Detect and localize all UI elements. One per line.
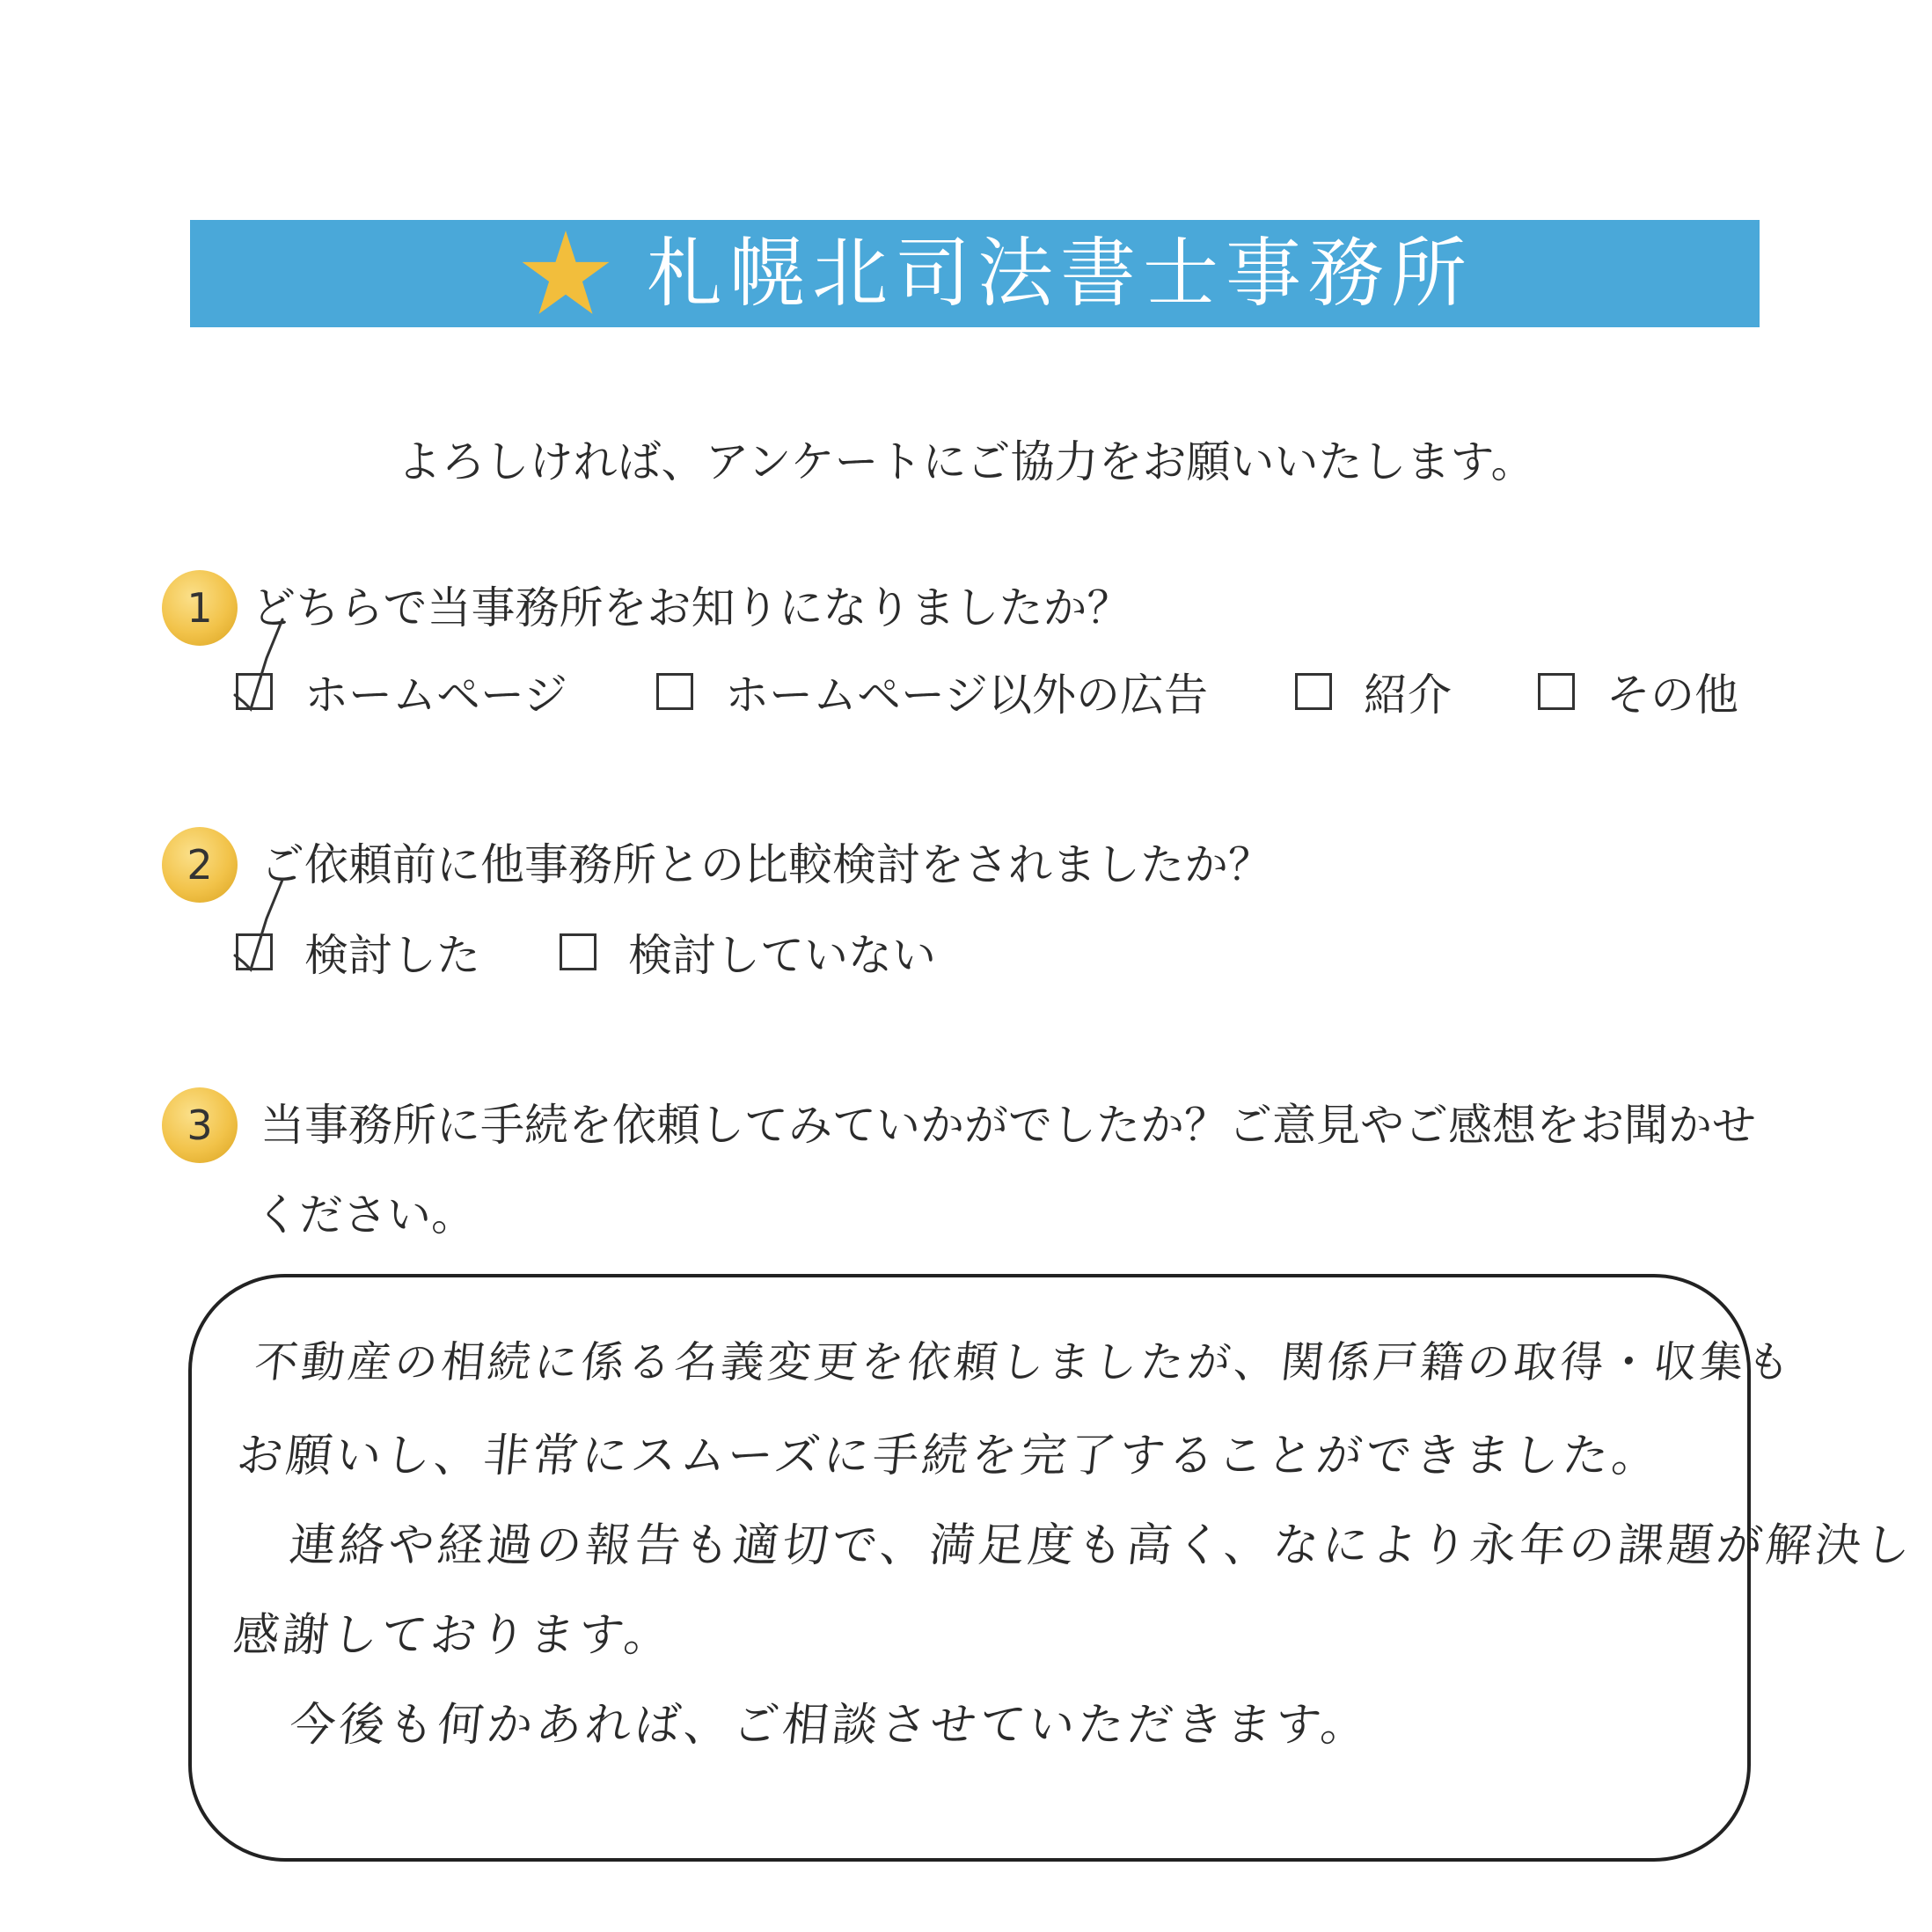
- question-3-text-line2: ください。: [255, 1189, 475, 1240]
- question-3-number: 3: [162, 1087, 238, 1163]
- q2-option-compared[interactable]: [236, 926, 480, 981]
- checkbox-checked[interactable]: [236, 673, 273, 710]
- checkbox-checked[interactable]: [236, 933, 273, 970]
- checkbox[interactable]: [1538, 673, 1575, 710]
- q1-option-homepage[interactable]: [236, 665, 567, 721]
- handwritten-check-icon: [231, 614, 293, 713]
- comment-line: お願いし、非常にスムーズに手続を完了することができました。: [234, 1430, 1665, 1482]
- question-2-text: ご依頼前に他事務所との比較検討をされましたか？: [260, 839, 1272, 890]
- q2-option-not-compared[interactable]: [560, 926, 936, 981]
- question-2-number: 2: [162, 827, 238, 903]
- question-3-text-line1: 当事務所に手続を依頼してみていかがでしたか？ご意見やご感想をお聞かせ: [260, 1100, 1756, 1151]
- comment-line: 今後も何かあれば、ご相談させていただきます。: [287, 1699, 1373, 1752]
- comment-line: 連絡や経過の報告も適切で、満足度も高く、なにより永年の課題が解決し: [287, 1519, 1917, 1572]
- handwritten-check-icon: [231, 875, 293, 973]
- checkbox[interactable]: [560, 933, 596, 970]
- question-1-number: 1: [162, 570, 238, 646]
- comment-line: 不動産の相続に係る名義変更を依頼しましたが、関係戸籍の取得・収集も: [252, 1337, 1797, 1387]
- option-label: ホームページ以外の広告: [725, 670, 1208, 721]
- survey-intro: よろしければ、アンケートにご協力をお願いいたします。: [397, 436, 1535, 487]
- option-label: 紹介: [1364, 670, 1452, 721]
- q1-option-other[interactable]: [1538, 665, 1738, 721]
- checkbox[interactable]: [1295, 673, 1332, 710]
- comment-line: 感謝しております。: [231, 1609, 677, 1662]
- star-icon: [519, 229, 612, 317]
- office-title: 札幌北司法書士事務所: [647, 230, 1474, 318]
- option-label: その他: [1606, 670, 1738, 721]
- option-label: 検討した: [304, 930, 480, 981]
- checkbox[interactable]: [656, 673, 693, 710]
- question-1-text: どちらで当事務所をお知りになりましたか？: [252, 582, 1131, 633]
- q1-option-referral[interactable]: [1295, 665, 1452, 721]
- q1-option-other-ads[interactable]: [656, 665, 1208, 721]
- option-label: ホームページ: [304, 670, 567, 721]
- option-label: 検討していない: [628, 930, 936, 981]
